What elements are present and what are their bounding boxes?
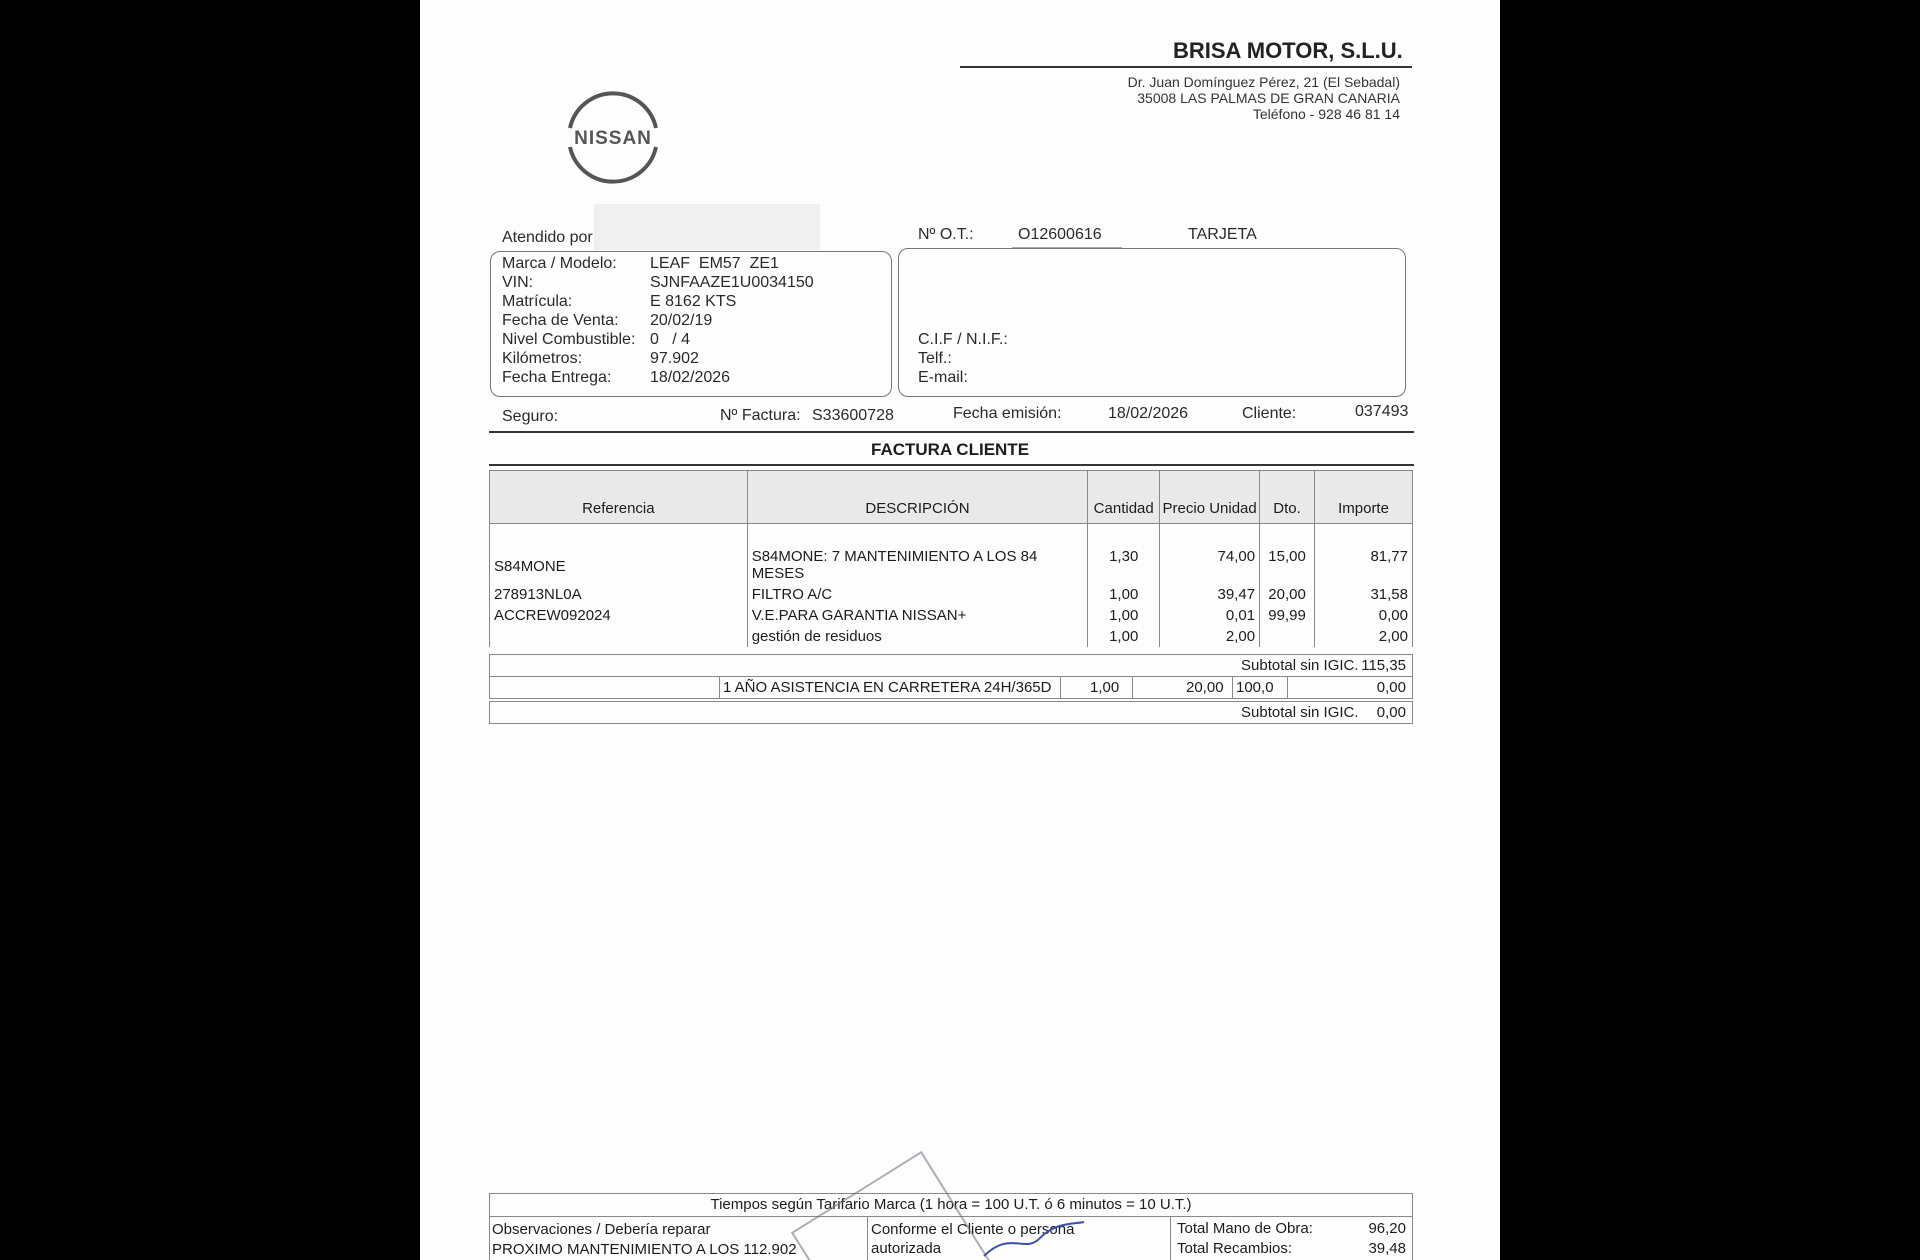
cell-price: 0,01 — [1160, 605, 1260, 626]
cell-price: 39,47 — [1160, 584, 1260, 605]
cell-amount: 31,58 — [1315, 584, 1413, 605]
nissan-logo — [558, 90, 668, 185]
extra-price: 20,00 — [1186, 679, 1224, 696]
cell-ref — [490, 626, 748, 647]
cell-ref: 278913NL0A — [490, 584, 748, 605]
cell-dto — [1260, 626, 1315, 647]
cell-qty: 1,00 — [1088, 605, 1160, 626]
vehicle-label: Fecha de Venta: — [502, 312, 619, 329]
vehicle-value: 18/02/2026 — [650, 369, 731, 386]
tiempos-bar: Tiempos según Tarifario Marca (1 hora = 100 U.T. ó 6 minutos = 10 U.T.) — [489, 1193, 1413, 1217]
extra-qty: 1,00 — [1090, 679, 1120, 696]
subtotal-row-2 — [489, 701, 1413, 724]
cell-qty: 1,00 — [1088, 626, 1160, 647]
spacer-row — [490, 524, 1413, 547]
header-rule — [960, 66, 1412, 68]
table-row — [490, 584, 1413, 605]
vehicle-value: 97.902 — [650, 350, 699, 367]
cell-amount: 0,00 — [1315, 605, 1413, 626]
extra-dto: 100,0 — [1236, 679, 1274, 696]
col-divider — [1132, 677, 1133, 698]
conforme-text: Conforme el Cliente o persona — [871, 1221, 1075, 1238]
ot-label: Nº O.T.: — [918, 226, 974, 243]
table-row — [490, 605, 1413, 626]
title-rule — [489, 464, 1414, 466]
factura-label: Nº Factura: — [720, 407, 801, 424]
extra-service-row — [489, 677, 1413, 699]
company-phone: Teléfono - 928 46 81 14 — [1252, 106, 1400, 122]
emision-value: 18/02/2026 — [1108, 405, 1189, 422]
col-header-referencia: Referencia — [490, 471, 748, 524]
payment-method: TARJETA — [1188, 226, 1257, 243]
vehicle-value: 20/02/19 — [650, 312, 713, 329]
vehicle-label: Kilómetros: — [502, 350, 583, 367]
cell-desc — [747, 546, 1088, 584]
seguro-label: Seguro: — [502, 408, 559, 425]
recambios-label: Total Recambios: — [1177, 1240, 1293, 1257]
obs-label: Observaciones / Debería reparar — [492, 1221, 711, 1238]
extra-amount: 0,00 — [1376, 679, 1406, 696]
nissan-logo-text: NISSAN — [574, 128, 652, 149]
cell-ref: ACCREW092024 — [490, 605, 748, 626]
vehicle-value: E 8162 KTS — [650, 293, 737, 310]
desc-line-2: MESES — [751, 565, 805, 582]
col-header-descripcion: DESCRIPCIÓN — [747, 471, 1088, 524]
col-divider — [1060, 677, 1061, 698]
col-header-cantidad: Cantidad — [1088, 471, 1160, 524]
subtotal-label: Subtotal sin IGIC. — [1241, 704, 1359, 721]
totals-box — [1170, 1216, 1413, 1260]
table-row — [490, 546, 1413, 584]
info-rule — [489, 431, 1414, 433]
ot-value: O12600616 — [1018, 226, 1102, 243]
mano-obra-label: Total Mano de Obra: — [1177, 1220, 1313, 1237]
atendido-label: Atendido por — [502, 229, 593, 246]
vehicle-label: Matrícula: — [502, 293, 573, 310]
vehicle-value: SJNFAAZE1U0034150 — [650, 274, 814, 291]
items-table — [489, 470, 1413, 647]
col-header-dto: Dto. — [1260, 471, 1315, 524]
cliente-value: 037493 — [1355, 403, 1409, 420]
vehicle-label: Fecha Entrega: — [502, 369, 612, 386]
table-row — [490, 626, 1413, 647]
desc-line: S84MONE: 7 MANTENIMIENTO A LOS 84 — [751, 548, 1038, 565]
company-address-line1: Dr. Juan Domínguez Pérez, 21 (El Sebadal) — [1127, 74, 1400, 90]
subtotal-value: 0,00 — [1376, 704, 1406, 721]
col-divider — [719, 677, 720, 698]
telf-label: Telf.: — [918, 350, 952, 367]
invoice-page — [420, 0, 1500, 1260]
cell-price: 2,00 — [1160, 626, 1260, 647]
customer-box — [898, 248, 1406, 397]
cif-label: C.I.F / N.I.F.: — [918, 331, 1008, 348]
factura-value: S33600728 — [812, 407, 894, 424]
col-divider — [1287, 677, 1288, 698]
cell-ref: S84MONE — [490, 546, 748, 584]
obs-value: PROXIMO MANTENIMIENTO A LOS 112.902 — [492, 1241, 797, 1258]
vehicle-label: Marca / Modelo: — [502, 255, 617, 272]
vehicle-value: LEAF EM57 ZE1 — [650, 255, 779, 272]
cell-qty: 1,00 — [1088, 584, 1160, 605]
email-label: E-mail: — [918, 369, 968, 386]
total-recambios-row — [1171, 1240, 1412, 1260]
cell-qty: 1,30 — [1088, 546, 1160, 584]
cell-desc: FILTRO A/C — [747, 584, 1088, 605]
cell-dto: 99,99 — [1260, 605, 1315, 626]
total-mano-obra-row — [1171, 1217, 1412, 1240]
company-name: BRISA MOTOR, S.L.U. — [1173, 38, 1403, 63]
cell-amount: 81,77 — [1315, 546, 1413, 584]
recambios-value: 39,48 — [1368, 1240, 1406, 1257]
col-header-importe: Importe — [1315, 471, 1413, 524]
cell-dto: 15,00 — [1260, 546, 1315, 584]
emision-label: Fecha emisión: — [953, 405, 1062, 422]
table-header-row — [490, 471, 1413, 524]
vehicle-label: Nivel Combustible: — [502, 331, 636, 348]
cliente-label: Cliente: — [1242, 405, 1297, 422]
conforme-text-2: autorizada — [871, 1240, 942, 1257]
subtotal-label: Subtotal sin IGIC. — [1241, 657, 1359, 674]
subtotal-value: 115,35 — [1361, 657, 1406, 674]
vehicle-values — [650, 255, 814, 388]
invoice-title: FACTURA CLIENTE — [871, 440, 1030, 459]
vehicle-labels — [502, 255, 635, 388]
cell-desc: V.E.PARA GARANTIA NISSAN+ — [747, 605, 1088, 626]
vehicle-value: 0 / 4 — [650, 331, 691, 348]
redacted-name — [594, 204, 820, 250]
col-header-precio-unidad: Precio Unidad — [1160, 471, 1260, 524]
cell-price: 74,00 — [1160, 546, 1260, 584]
extra-desc: 1 AÑO ASISTENCIA EN CARRETERA 24H/365D — [723, 679, 1052, 696]
subtotal-row-1 — [489, 654, 1413, 677]
cell-amount: 2,00 — [1315, 626, 1413, 647]
cell-desc: gestión de residuos — [747, 626, 1088, 647]
signature — [980, 1220, 1090, 1260]
mano-obra-value: 96,20 — [1368, 1220, 1406, 1237]
vehicle-label: VIN: — [502, 274, 534, 291]
company-address-line2: 35008 LAS PALMAS DE GRAN CANARIA — [1137, 90, 1400, 106]
cell-dto: 20,00 — [1260, 584, 1315, 605]
col-divider — [1232, 677, 1233, 698]
